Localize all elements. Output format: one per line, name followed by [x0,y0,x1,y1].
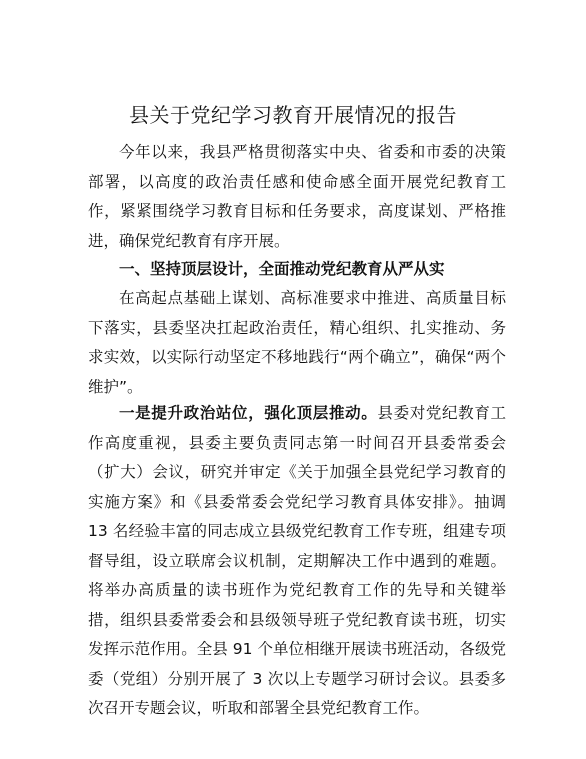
body-paragraph [88,399,506,724]
document-title: 县关于党纪学习教育开展情况的报告 [129,103,457,127]
intro-paragraph: 今年以来，我县严格贯彻落实中央、省委和市委的决策部署，以高度的政治责任感和使命感全面开展党纪教育工作，紧紧围绕学习教育目标和任务要求，高度谋划、严格推进，确保党纪教育有序开展。 [88,143,506,250]
paragraph-lead: 一是提升政治站位，强化顶层推动。 [119,404,378,422]
section-heading: 一、坚持顶层设计，全面推动党纪教育从严从实 [119,260,445,278]
paragraph-text: 县委对党纪教育工作高度重视，县委主要负责同志第一时间召开县委常委会（扩大）会议，研究并审定《关于加强全县党纪学习教育的实施方案》和《县委常委会党纪学习教育具体安排》。抽调 13 名经验丰富的同志成立县级党纪教育工作专班，组建专项督导组，设立联席会议机制，定期解决工作中遇到的难题。将举办高质量的读书班作为党纪教育工作的先导和关键举措，组织县委常委会和县级领导班子党纪教育读书班，切实发挥示范作用。全县 91 个单位相继开展读书班活动，各级党委（党组）分别开展了 3 次以上专题学习研讨会议。县委多次召开专题会议，听取和部署全县党纪教育工作。 [88,404,506,717]
section-summary-paragraph: 在高起点基础上谋划、高标准要求中推进、高质量目标下落实，县委坚决扛起政治责任，精心组织、扎实推动、务求实效，以实际行动坚定不移地践行“两个确立”，确保“两个维护”。 [88,289,506,396]
